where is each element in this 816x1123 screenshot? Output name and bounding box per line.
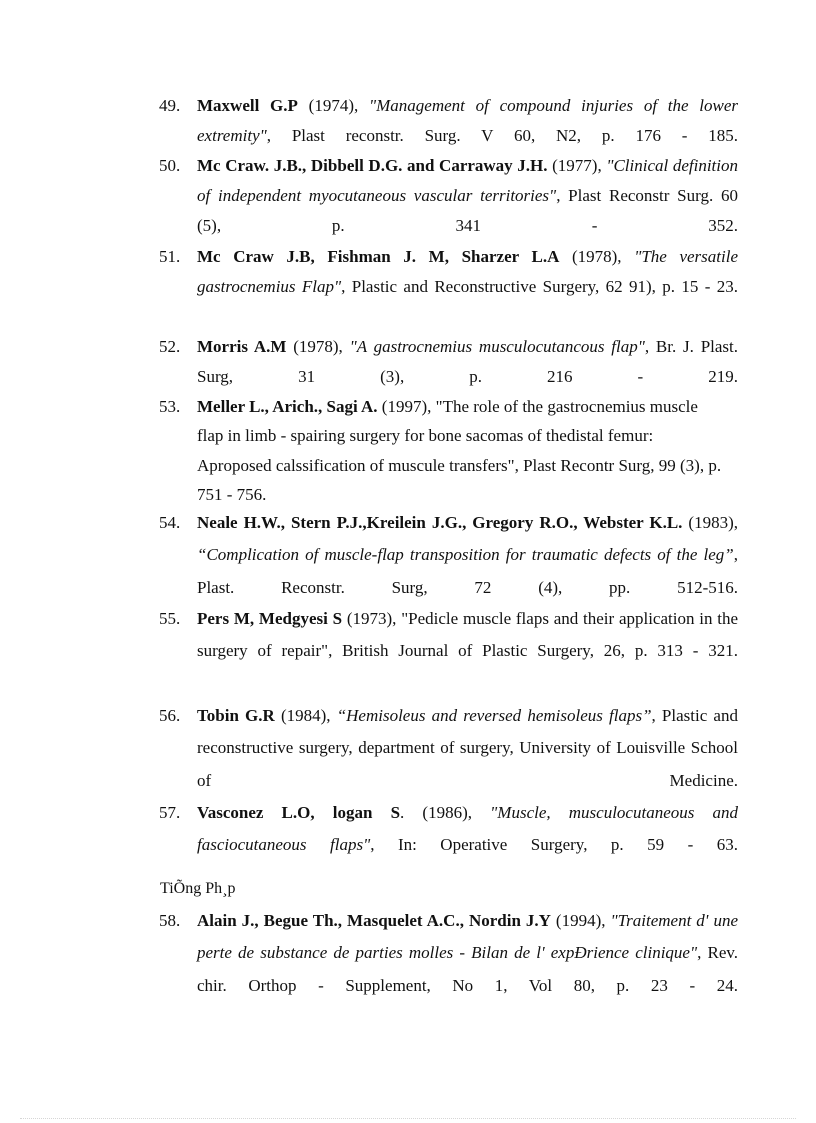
reference-item: [159, 797, 739, 862]
reference-year: (1994),: [550, 911, 611, 930]
reference-item: [159, 91, 739, 151]
reference-year: (1973),: [342, 609, 402, 628]
reference-number: 51.: [159, 247, 181, 266]
reference-title: "The role of the gastrocnemius muscle flap in limb - spairing surgery for bone sacomas of thedistal femur: Aproposed calssification of muscule transfers": [197, 397, 698, 475]
reference-authors: Neale H.W., Stern P.J.,Kreilein J.G., Gregory R.O., Webster K.L.: [197, 513, 683, 532]
reference-title: "The versatile gastrocnemius Flap": [197, 247, 738, 296]
reference-authors: Vasconez L.O, logan S: [197, 803, 401, 822]
reference-number: 55.: [159, 609, 181, 628]
reference-source: , Plastic and reconstructive surgery, department of surgery, University of Louisville School of Medicine.: [197, 706, 738, 790]
reference-source: , Br. J. Plast. Surg, 31 (3), p. 216 - 219.: [197, 337, 739, 386]
reference-year: (1997),: [377, 397, 436, 416]
reference-year: (1984),: [274, 706, 337, 725]
page-footer-divider: [20, 1118, 796, 1119]
reference-source: , British Journal of Plastic Surgery, 26, p. 313 - 321.: [328, 641, 738, 661]
reference-year: (1983),: [682, 513, 738, 532]
reference-number: 56.: [159, 706, 181, 725]
reference-item: [159, 242, 739, 302]
reference-item: [159, 151, 738, 241]
reference-item: [159, 700, 738, 797]
reference-title: "Management of compound injuries of the lower extremity": [197, 96, 739, 145]
reference-authors: Morris A.M: [197, 337, 287, 356]
reference-authors: Meller L., Arich., Sagi A.: [197, 397, 378, 416]
reference-authors: Maxwell G.P: [197, 96, 298, 115]
reference-year: . (1986),: [400, 803, 491, 822]
reference-source: , In: Operative Surgery, p. 59 - 63.: [370, 835, 738, 855]
reference-title: “Complication of muscle-flap transposition for traumatic defects of the leg”: [197, 545, 734, 565]
reference-year: (1978),: [559, 247, 635, 266]
reference-number: 54.: [159, 513, 181, 532]
reference-title: "Muscle, musculocutaneous and fasciocutaneous flaps": [197, 803, 739, 855]
reference-item: [159, 332, 739, 392]
reference-number: 53.: [159, 397, 181, 416]
reference-number: 57.: [159, 803, 181, 822]
reference-source: , Plastic and Reconstructive Surgery, 62 91), p. 15 - 23.: [341, 277, 739, 296]
section-heading: TiÕng Ph¸p: [160, 880, 236, 897]
reference-year: (1977),: [547, 156, 607, 175]
reference-title: "Pedicle muscle flaps and their application in the surgery of repair": [197, 609, 738, 661]
reference-title: "Clinical definition of independent myocutaneous vascular territories": [197, 156, 738, 205]
reference-title: "Traitement d' une perte de substance de parties molles - Bilan de l' expÐrience clinique": [197, 911, 738, 963]
reference-title: “Hemisoleus and reversed hemisoleus flaps”: [336, 706, 652, 725]
reference-year: (1978),: [286, 337, 350, 356]
reference-source: , Plast. Reconstr. Surg, 72 (4), pp. 512-516.: [197, 545, 738, 597]
reference-number: 50.: [159, 156, 181, 175]
reference-authors: Mc Craw J.B, Fishman J. M, Sharzer L.A: [197, 247, 560, 266]
reference-authors: Pers M, Medgyesi S: [197, 609, 343, 628]
reference-number: 58.: [159, 911, 181, 930]
reference-item: [159, 603, 738, 668]
reference-source: , Plast reconstr. Surg. V 60, N2, p. 176 - 185.: [266, 126, 738, 145]
reference-source: , Plast Recontr Surg, 99 (3), p. 751 - 756.: [197, 455, 722, 504]
reference-year: (1974),: [297, 96, 369, 115]
reference-item: [159, 392, 727, 509]
reference-authors: Mc Craw. J.B., Dibbell D.G. and Carraway J.H.: [197, 156, 548, 175]
reference-title: "A gastrocnemius musculocutancous flap": [349, 337, 645, 356]
reference-source: , Rev. chir. Orthop - Supplement, No 1, Vol 80, p. 23 - 24.: [197, 943, 739, 995]
reference-authors: Tobin G.R: [197, 706, 275, 725]
reference-item: [159, 905, 739, 1002]
reference-source: , Plast Reconstr Surg. 60 (5), p. 341 - 352.: [197, 186, 738, 235]
reference-authors: Alain J., Begue Th., Masquelet A.C., Nordin J.Y: [197, 911, 551, 930]
reference-number: 52.: [159, 337, 181, 356]
reference-number: 49.: [159, 96, 181, 115]
reference-item: [159, 507, 738, 604]
